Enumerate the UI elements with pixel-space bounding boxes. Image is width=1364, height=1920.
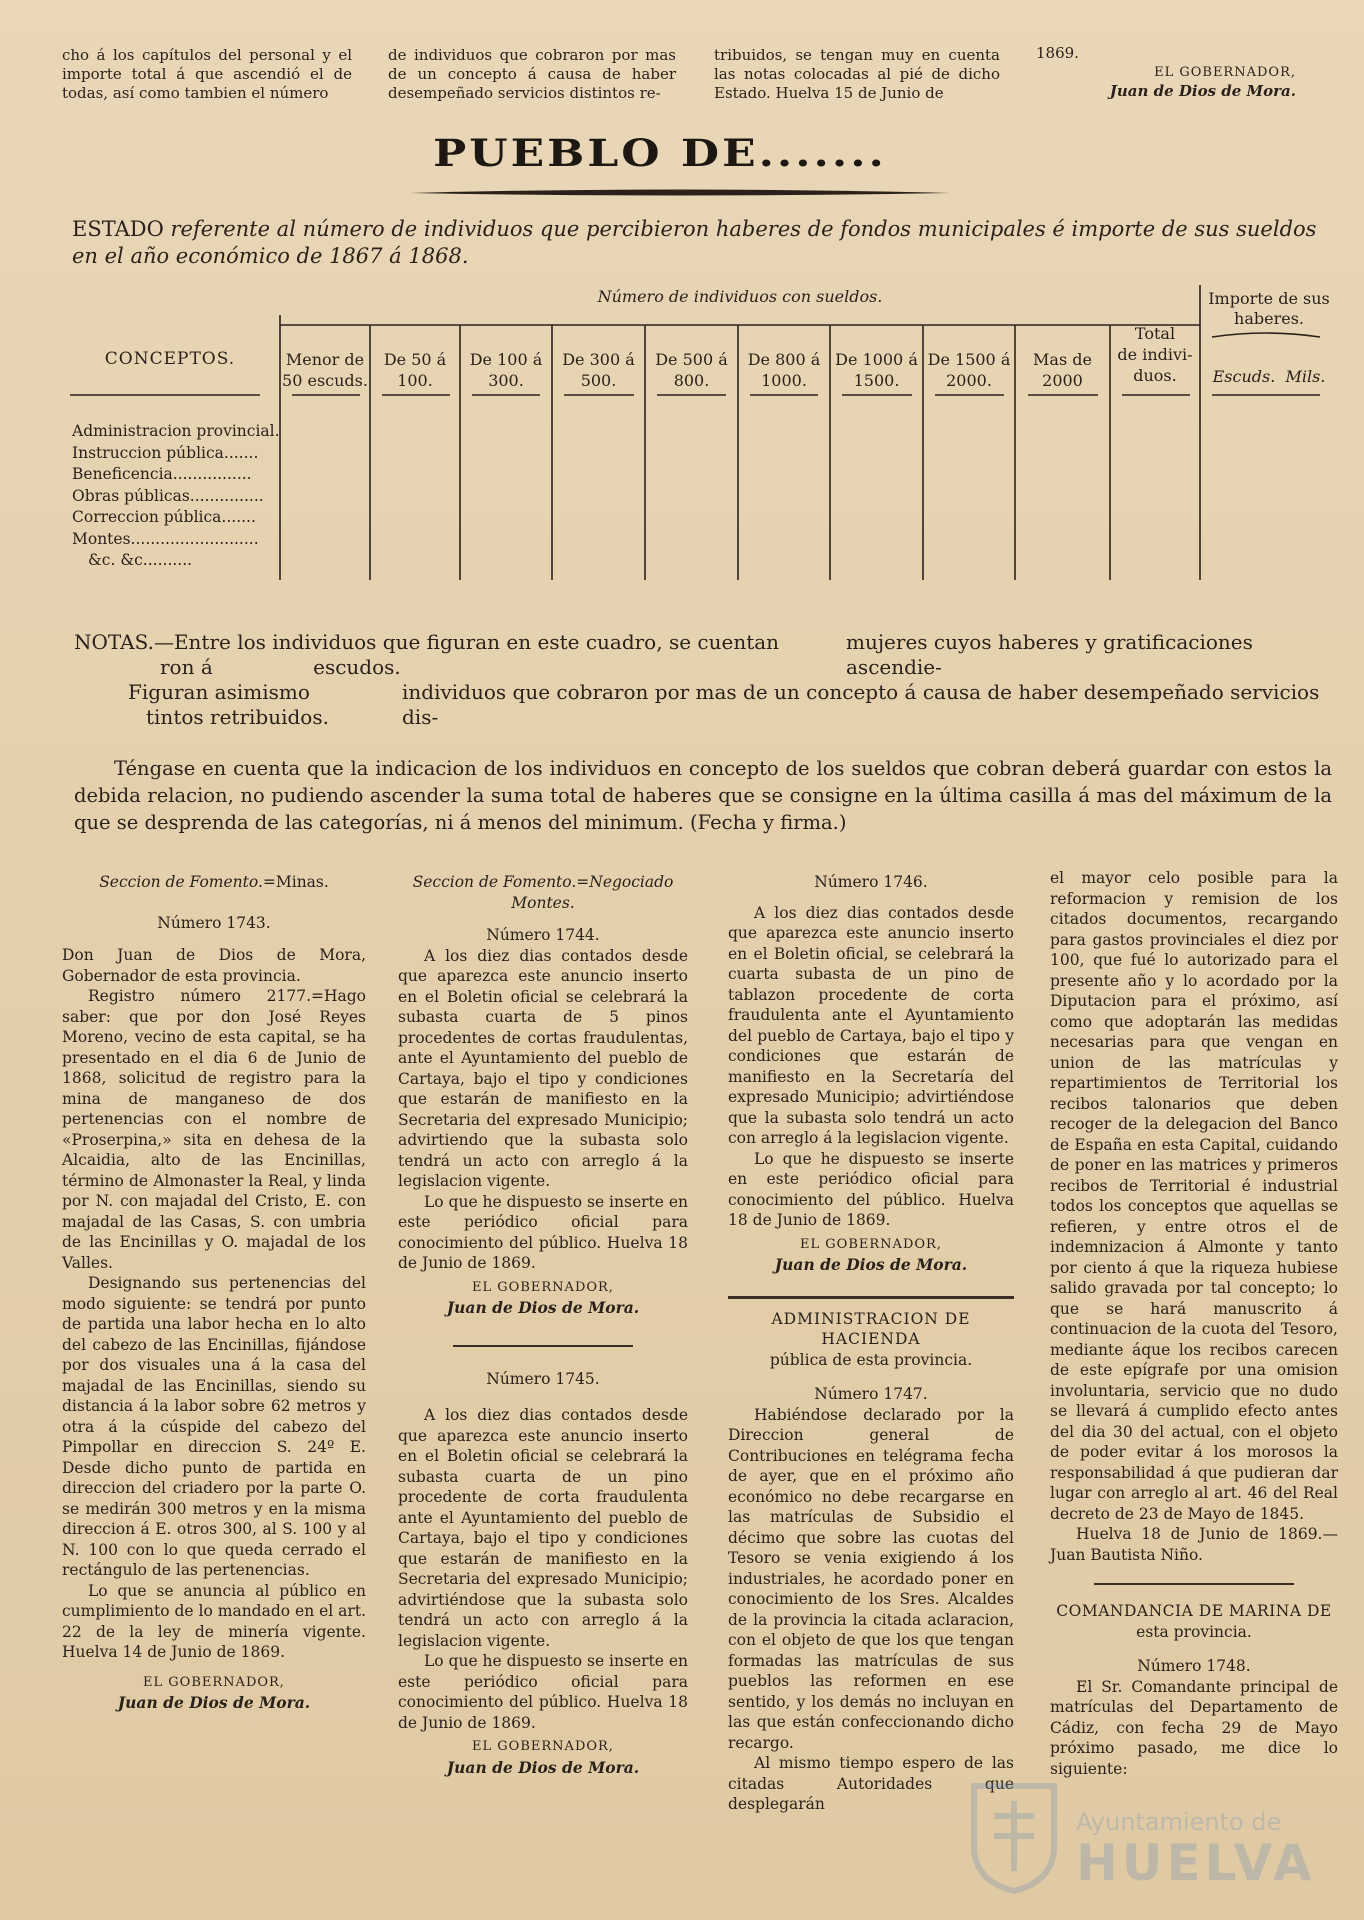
estado-text: referente al número de individuos que percibieron haberes de fondos municipales é importe de sus sueldos en el año económico de 1867 á 1868. bbox=[72, 217, 1317, 268]
col1-p3: Designando sus pertenencias del modo siguiente: se tendrá por punto de partida una labor hecha en lo alto del cabezo de las Encinillas, fijándose por dos visuales una á la casa del majadal de las Encinillas, siendo su distancia á la labor sobre 62 metros y otra á la cúspide del cabezo del Pimpollar en direccion S. 24º E. Desde dicho punto de partida en direccion del criadero por la parte O. se medirán 300 metros y en la misma direccion á E. otros 300, al S. 100 y al N. 100 con lo que queda cerrado el rectángulo de las pertenencias. bbox=[62, 1274, 366, 1579]
col1-p1: Don Juan de Dios de Mora, Gobernador de esta provincia. bbox=[62, 946, 366, 985]
col3-p3: Habiéndose declarado por la Direccion general de Contribuciones en telégrama fecha de ayer, que en el próximo año económico no debe recargarse en las matrículas de Subsidio el décimo que sobre las cuotas del Tesoro se venia exigiendo á los industriales, he acordado poner en conocimiento de los Sres. Alcaldes de la provincia la citada aclaracion, con el objeto de que los que tengan formadas las matrículas de sus pueblos las reformen en ese sentido, y los demás no incluyan en las que están confeccionando dicho recargo. bbox=[728, 1405, 1014, 1752]
col4-p3: El Sr. Comandante principal de matrículas del Departamento de Cádiz, con fecha 29 de Mayo próximo pasado, me dice lo siguiente: bbox=[1050, 1677, 1338, 1778]
col1-p2: Registro número 2177.=Hago saber: que por don José Reyes Moreno, vecino de esta capital, se ha presentado en el dia 6 de Junio de 1868, solicitud de registro para la mina de manganeso de dos pertenencias con el nombre de «Proserpina,» sita en dehesa de la Alcaidia, alto de las Encinillas, término de Almonaster la Real, y linda por N. con majadal del Cristo, E. con majadal de las Casas, S. con umbria de las Encinillas y O. majadal de los Valles. bbox=[62, 987, 366, 1272]
col2-p2: Lo que he dispuesto se inserte en este periódico oficial para conocimiento del público. Huelva 18 de Junio de 1869. bbox=[398, 1192, 689, 1272]
column-header: De 100 á 300. bbox=[469, 350, 543, 390]
column-3 bbox=[728, 872, 1014, 1815]
sueldos-table bbox=[70, 285, 1332, 585]
col1-section-b: =Minas. bbox=[262, 873, 329, 891]
notas-line3a: Figuran asimismo bbox=[128, 680, 310, 704]
col3-number2: Número 1747. bbox=[814, 1385, 928, 1403]
ayuntamiento-watermark bbox=[964, 1770, 1316, 1900]
table-conceptos-header: CONCEPTOS. bbox=[104, 349, 236, 369]
table-row: Montes.......................... bbox=[72, 529, 259, 548]
estado-heading bbox=[72, 216, 1332, 270]
top-fragment-col3: tribuidos, se tengan muy en cuenta las notas colocadas al pié de dicho Estado. Huelva 15 de Junio de bbox=[714, 46, 1000, 102]
notas-line1b: mujeres cuyos haberes y gratificaciones ascendie- bbox=[846, 630, 1253, 679]
column-header: De 1000 á 1500. bbox=[835, 350, 918, 390]
col3-p4: Al mismo tiempo espero de las citadas Autoridades que desplegarán bbox=[728, 1754, 1014, 1813]
table-row: &c. &c.......... bbox=[88, 551, 193, 569]
notas-line3b: individuos que cobraron por mas de un concepto á causa de haber desempeñado servicios dis- bbox=[402, 680, 1320, 729]
col2-sig-name1: Juan de Dios de Mora. bbox=[446, 1298, 640, 1317]
col2-divider bbox=[453, 1345, 633, 1347]
notas-line2b: escudos. bbox=[313, 655, 401, 679]
col2-sig-title1: EL GOBERNADOR, bbox=[472, 1279, 614, 1295]
table-row: Obras públicas............... bbox=[72, 486, 264, 505]
notas-line1a: —Entre los individuos que figuran en este cuadro, se cuentan bbox=[153, 630, 780, 654]
table-row-labels bbox=[72, 421, 282, 572]
column-header: Total de indivi- duos. bbox=[1117, 324, 1193, 385]
col3-sig-name: Juan de Dios de Mora. bbox=[774, 1255, 968, 1274]
top-year: 1869. bbox=[1036, 44, 1079, 62]
col1-p4: Lo que se anuncia al público en cumplimiento de lo mandado en el art. 22 de la ley de minería vigente. Huelva 14 de Junio de 1869. bbox=[62, 1581, 366, 1661]
col3-heading1: ADMINISTRACION DE HACIENDA bbox=[771, 1309, 971, 1348]
escuds-label: Escuds. bbox=[1212, 367, 1276, 386]
column-header: Menor de 50 escuds. bbox=[282, 350, 368, 390]
title-ornament-rule bbox=[410, 188, 950, 198]
column-header: De 300 á 500. bbox=[562, 350, 635, 390]
col4-heading2: esta provincia. bbox=[1136, 1622, 1252, 1641]
col4-p2: Huelva 18 de Junio de 1869.—Juan Bautista Niño. bbox=[1050, 1525, 1338, 1564]
notas-line4: tintos retribuidos. bbox=[146, 705, 329, 729]
col2-sig-title2: EL GOBERNADOR, bbox=[472, 1739, 614, 1754]
col1-sig-title: EL GOBERNADOR, bbox=[143, 1674, 285, 1690]
col3-p1: A los diez dias contados desde que aparezca este anuncio inserto en el Boletin oficial, se celebrará la cuarta subasta de un pino de tablazon procedente de corta fraudulenta ante el Ayuntamiento del pueblo de Cartaya, bajo el tipo y condiciones que estarán de manifiesto en la Secretaría del expresado Municipio; advirtiéndose que la subasta solo tendrá un acto con arreglo á la legislacion vigente. bbox=[728, 903, 1014, 1147]
table-importe-header: Importe de sus haberes. bbox=[1208, 289, 1330, 328]
column-header: De 800 á 1000. bbox=[747, 350, 821, 390]
table-group-header: Número de individuos con sueldos. bbox=[597, 287, 883, 306]
top-sig-title: EL GOBERNADOR, bbox=[1154, 65, 1296, 80]
watermark-line2: HUELVA bbox=[1076, 1834, 1316, 1892]
top-fragment-col1: cho á los capítulos del personal y el importe total á que ascendió el de todas, así como tambien el número bbox=[62, 46, 352, 102]
col3-heading2: pública de esta provincia. bbox=[769, 1350, 973, 1369]
col1-section: Seccion de Fomento. bbox=[99, 873, 263, 891]
column-header: De 500 á 800. bbox=[655, 350, 728, 390]
watermark-line1: Ayuntamiento de bbox=[1076, 1808, 1282, 1836]
page-title: PUEBLO DE....... bbox=[433, 131, 887, 176]
column-header: De 50 á 100. bbox=[383, 350, 447, 390]
top-sig-name: Juan de Dios de Mora. bbox=[1109, 82, 1296, 100]
column-header: De 1500 á 2000. bbox=[927, 350, 1011, 390]
col4-p1: el mayor celo posible para la reformacion y remision de los citados documentos, recargando para gastos provinciales el diez por 100, que fué lo autorizado para el presente año y lo acordado por la Diputacion para el próximo, así como que adoptarán las medidas necesarias para que vengan en union de las matrículas y repartimientos de Territorial los recibos talonarios que deben recoger de la delegacion del Banco de España en esta Capital, cuidando de poner en las matrices y primeros recibos de Territorial é industrial todos los conceptos que aquellas se refieren, y entre otros el de indemnizacion á Almonte y tanto por ciento á que la riqueza hubiese salido gravada por tal concepto; lo que se hará manuscrito á continuacion de la cuota del Tesoro, mediante áque los recibos carecen de este epígrafe por una omision involuntaria, servicio que no dudo se llevará á cumplido efecto antes del dia 30 del actual, con el objeto de poder evitar á los morosos la responsabilidad á que pudieran dar lugar con arreglo al art. 46 del Real decreto de 23 de Mayo de 1845. bbox=[1050, 869, 1338, 1523]
col2-number1: Número 1744. bbox=[486, 926, 600, 944]
table-escuds-header bbox=[1206, 367, 1332, 386]
notas-line2a: ron á bbox=[160, 655, 213, 679]
col3-sig-title: EL GOBERNADOR, bbox=[800, 1236, 942, 1252]
column-2 bbox=[398, 872, 688, 1778]
col2-number2: Número 1745. bbox=[486, 1369, 600, 1388]
estado-first-word: ESTADO bbox=[72, 217, 164, 241]
col2-p1: A los diez dias contados desde que aparezca este anuncio inserto en el Boletin oficial se celebrará la subasta cuarta de 5 pinos procedentes de cortas fraudulentas, ante el Ayuntamiento del pueblo de Cartaya, bajo el tipo y condiciones que estarán de manifiesto en la Secretaria del expresado Municipio; advirtiendo que la subasta solo tendrá un acto con arreglo á la legislacion vigente. bbox=[398, 946, 688, 1190]
table-row: Beneficencia................ bbox=[72, 465, 252, 483]
col4-number: Número 1748. bbox=[1137, 1657, 1251, 1675]
notas-block bbox=[74, 630, 1332, 730]
col2-section: Seccion de Fomento.=Negociado Montes. bbox=[412, 873, 674, 912]
column-1 bbox=[62, 872, 366, 1714]
col2-p3: A los diez dias contados desde que aparezca este anuncio inserto en el Boletin oficial se celebrará la subasta cuarta de un pino procedente de corta fraudulenta ante el Ayuntamiento del pueblo de Cartaya, bajo el tipo y condiciones que estarán de manifiesto en la Secretaria del expresado Municipio; advirtiéndose que la subasta solo tendrá un acto con arreglo á la legislacion vigente. bbox=[398, 1406, 688, 1650]
col2-sig-name2: Juan de Dios de Mora. bbox=[446, 1757, 640, 1777]
table-row: Instruccion pública....... bbox=[72, 443, 259, 462]
col3-number1: Número 1746. bbox=[814, 873, 928, 891]
coat-of-arms-icon bbox=[964, 1776, 1064, 1896]
col3-p2: Lo que he dispuesto se inserte en este periódico oficial para conocimiento del público. Huelva 18 de Junio de 1869. bbox=[728, 1149, 1014, 1229]
mils-label: Mils. bbox=[1285, 367, 1326, 386]
top-fragment-col2: de individuos que cobraron por mas de un concepto á causa de haber desempeñado servicios distintos re- bbox=[388, 46, 676, 102]
top-fragment-col4 bbox=[1036, 44, 1326, 101]
column-header: Mas de 2000 bbox=[1033, 350, 1092, 390]
col1-sig-name: Juan de Dios de Mora. bbox=[117, 1693, 311, 1712]
col4-divider bbox=[1094, 1583, 1294, 1585]
col4-heading1: COMANDANCIA DE MARINA DE bbox=[1056, 1602, 1332, 1620]
notas-lead: NOTAS. bbox=[74, 630, 154, 654]
col2-p4: Lo que he dispuesto se inserte en este periódico oficial para conocimiento del público. Huelva 18 de Junio de 1869. bbox=[398, 1652, 689, 1732]
consider-paragraph: Téngase en cuenta que la indicacion de los individuos en concepto de los sueldos que cobran deberá guardar con estos la debida relacion, no pudiendo ascender la suma total de haberes que se consigne en la última casilla á mas del máximum de la que se desprenda de las categorías, ni á menos del minimum. (Fecha y firma.) bbox=[74, 757, 1332, 834]
col3-divider bbox=[728, 1296, 1014, 1299]
col1-number: Número 1743. bbox=[157, 913, 271, 932]
column-4 bbox=[1050, 868, 1338, 1779]
table-row: Correccion pública....... bbox=[72, 508, 256, 526]
table-row: Administracion provincial. bbox=[72, 422, 280, 440]
